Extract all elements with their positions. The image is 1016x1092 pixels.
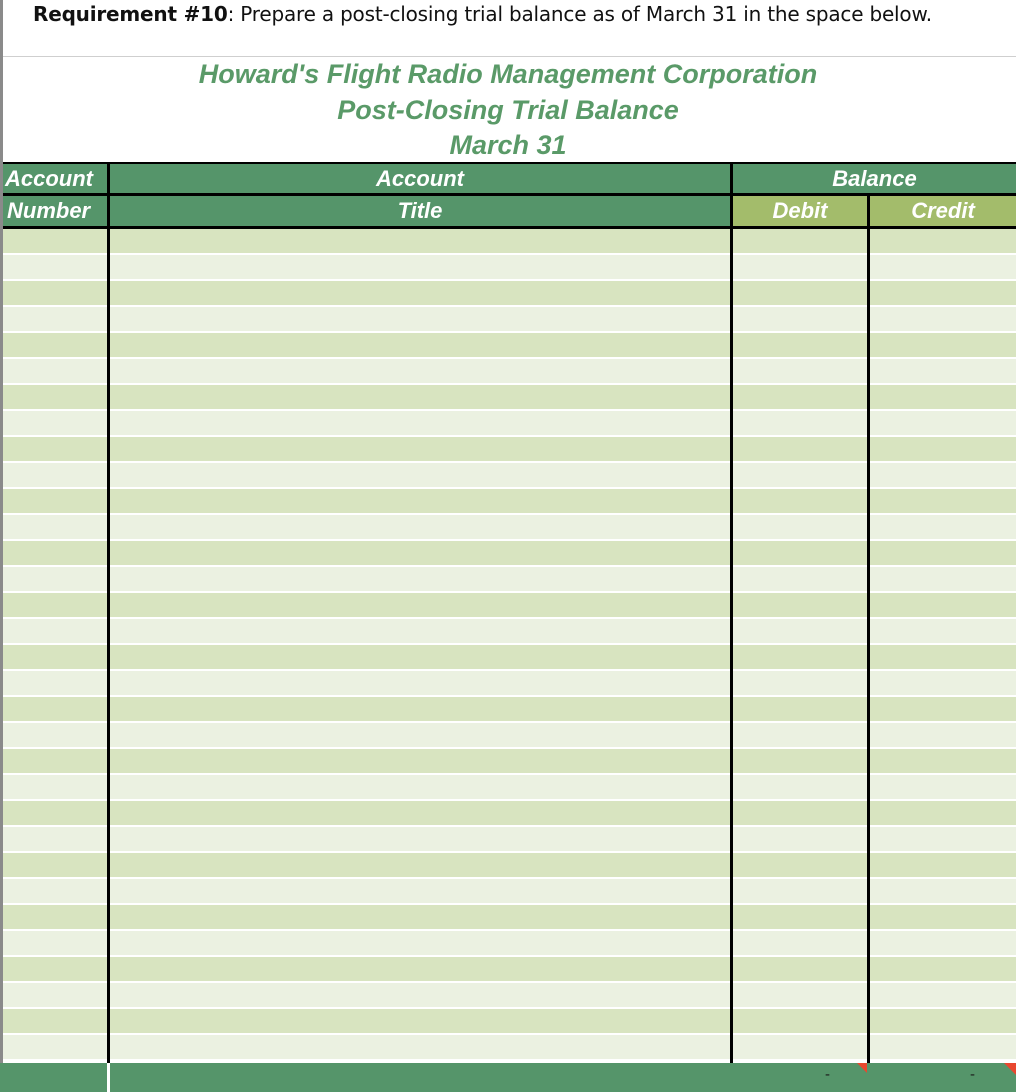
credit-cell[interactable] [870,333,1016,357]
credit-cell[interactable] [870,437,1016,461]
credit-cell[interactable] [870,619,1016,643]
debit-cell[interactable] [733,879,867,903]
total-credit: - [970,1066,975,1083]
debit-cell[interactable] [733,437,867,461]
account-title-cell[interactable] [110,307,730,331]
table-row [3,541,1016,567]
account-title-cell[interactable] [110,671,730,695]
debit-cell[interactable] [733,593,867,617]
account-title-cell[interactable] [110,593,730,617]
table-row [3,307,1016,333]
debit-cell[interactable] [733,1009,867,1033]
credit-cell[interactable] [870,411,1016,435]
debit-cell[interactable] [733,281,867,305]
account-number-cell[interactable] [3,671,107,695]
account-number-cell[interactable] [3,307,107,331]
debit-cell[interactable] [733,489,867,513]
account-number-cell[interactable] [3,593,107,617]
divider [0,56,1016,57]
credit-cell[interactable] [870,593,1016,617]
debit-cell[interactable] [733,697,867,721]
account-number-cell[interactable] [3,931,107,955]
requirement-label: Requirement #10 [33,2,228,26]
account-title-cell[interactable] [110,567,730,591]
account-number-cell[interactable] [3,957,107,981]
column-line-number [107,162,110,1063]
account-number-cell[interactable] [3,411,107,435]
account-title-cell[interactable] [110,749,730,773]
table-row [3,1035,1016,1061]
account-title-cell[interactable] [110,229,730,253]
debit-cell[interactable] [733,723,867,747]
table-row [3,983,1016,1009]
account-title-cell[interactable] [110,463,730,487]
header-top-border [3,162,1016,164]
account-number-cell[interactable] [3,749,107,773]
account-number-cell[interactable] [3,645,107,669]
column-line-debit [867,196,870,1092]
account-title-cell[interactable] [110,827,730,851]
debit-cell[interactable] [733,749,867,773]
account-title-cell[interactable] [110,255,730,279]
table-row [3,255,1016,281]
debit-cell[interactable] [733,411,867,435]
account-number-cell[interactable] [3,541,107,565]
account-number-cell[interactable] [3,229,107,253]
credit-cell[interactable] [870,229,1016,253]
account-title-cell[interactable] [110,697,730,721]
table-row [3,593,1016,619]
table-row [3,801,1016,827]
table-row [3,645,1016,671]
account-title-cell[interactable] [110,385,730,409]
account-number-cell[interactable] [3,463,107,487]
total-debit: - [825,1066,830,1083]
credit-cell[interactable] [870,1009,1016,1033]
account-title-cell[interactable] [110,333,730,357]
account-number-cell[interactable] [3,905,107,929]
account-number-cell[interactable] [3,515,107,539]
table-row [3,827,1016,853]
header-credit: Credit [870,196,1016,226]
account-title-cell[interactable] [110,411,730,435]
account-number-cell[interactable] [3,723,107,747]
debit-cell[interactable] [733,931,867,955]
account-number-cell[interactable] [3,775,107,799]
credit-cell[interactable] [870,307,1016,331]
debit-cell[interactable] [733,229,867,253]
debit-cell[interactable] [733,255,867,279]
credit-cell[interactable] [870,931,1016,955]
debit-cell[interactable] [733,853,867,877]
header-balance: Balance [733,164,1016,193]
debit-cell[interactable] [733,515,867,539]
column-line-title [730,162,733,1092]
account-title-cell[interactable] [110,723,730,747]
account-title-cell[interactable] [110,1009,730,1033]
requirement-bar [0,0,1016,56]
debit-cell[interactable] [733,463,867,487]
header-mid-border [3,193,1016,196]
account-number-cell[interactable] [3,489,107,513]
debit-cell[interactable] [733,827,867,851]
credit-cell[interactable] [870,749,1016,773]
credit-cell[interactable] [870,515,1016,539]
table-row [3,905,1016,931]
table-row [3,775,1016,801]
table-row [3,281,1016,307]
account-number-cell[interactable] [3,801,107,825]
table-row [3,723,1016,749]
credit-cell[interactable] [870,385,1016,409]
debit-cell[interactable] [733,541,867,565]
credit-cell[interactable] [870,957,1016,981]
account-title-cell[interactable] [110,879,730,903]
credit-cell[interactable] [870,567,1016,591]
requirement-instruction: : Prepare a post-closing trial balance as of March 31 in the space below. [227,2,932,26]
debit-cell[interactable] [733,671,867,695]
debit-cell[interactable] [733,1035,867,1059]
requirement-text [33,2,932,26]
table-row [3,619,1016,645]
account-number-cell[interactable] [3,359,107,383]
table-row [3,567,1016,593]
account-number-cell[interactable] [3,697,107,721]
header-debit: Debit [733,196,867,226]
debit-cell[interactable] [733,619,867,643]
credit-cell[interactable] [870,1035,1016,1059]
account-number-cell[interactable] [3,827,107,851]
credit-cell[interactable] [870,983,1016,1007]
account-number-cell[interactable] [3,1009,107,1033]
credit-cell[interactable] [870,463,1016,487]
table-row [3,463,1016,489]
account-number-cell[interactable] [3,1035,107,1059]
account-number-cell[interactable] [3,281,107,305]
credit-cell[interactable] [870,281,1016,305]
credit-cell[interactable] [870,723,1016,747]
account-number-cell[interactable] [3,853,107,877]
table-row [3,515,1016,541]
debit-cell[interactable] [733,359,867,383]
credit-cell[interactable] [870,489,1016,513]
credit-cell[interactable] [870,541,1016,565]
debit-cell[interactable] [733,645,867,669]
credit-cell[interactable] [870,645,1016,669]
debit-cell[interactable] [733,957,867,981]
account-title-cell[interactable] [110,957,730,981]
account-title-cell[interactable] [110,775,730,799]
account-number-cell[interactable] [3,333,107,357]
account-title-cell[interactable] [110,619,730,643]
table-row [3,333,1016,359]
table-row [3,697,1016,723]
credit-cell[interactable] [870,359,1016,383]
account-title-cell[interactable] [110,905,730,929]
account-number-cell[interactable] [3,879,107,903]
company-name: Howard's Flight Radio Management Corporation [198,59,818,89]
credit-cell[interactable] [870,671,1016,695]
credit-cell[interactable] [870,255,1016,279]
credit-cell[interactable] [870,801,1016,825]
table-row [3,931,1016,957]
credit-cell[interactable] [870,905,1016,929]
account-title-cell[interactable] [110,515,730,539]
header-account-number-top: Account [3,164,107,193]
error-indicator-credit-icon [1004,1063,1016,1075]
account-number-cell[interactable] [3,567,107,591]
table-row [3,749,1016,775]
report-date: March 31 [449,130,567,160]
debit-cell[interactable] [733,775,867,799]
account-title-cell[interactable] [110,931,730,955]
table-row [3,1009,1016,1035]
table-row [3,879,1016,905]
table-row [3,411,1016,437]
table-row [3,359,1016,385]
account-number-cell[interactable] [3,437,107,461]
account-title-cell[interactable] [110,489,730,513]
account-number-cell[interactable] [3,983,107,1007]
account-title-cell[interactable] [110,1035,730,1059]
header-account-title-top: Account [110,164,730,193]
header-account-title-bottom: Title [110,196,730,226]
account-title-cell[interactable] [110,645,730,669]
account-number-cell[interactable] [3,255,107,279]
debit-cell[interactable] [733,385,867,409]
header-account-number-bottom: Number [3,196,107,226]
account-number-cell[interactable] [3,385,107,409]
debit-cell[interactable] [733,567,867,591]
account-title-cell[interactable] [110,801,730,825]
account-title-cell[interactable] [110,541,730,565]
table-row [3,385,1016,411]
table-row [3,957,1016,983]
debit-cell[interactable] [733,905,867,929]
account-title-cell[interactable] [110,281,730,305]
table-row [3,489,1016,515]
row-separator [3,1059,1016,1061]
debit-cell[interactable] [733,801,867,825]
credit-cell[interactable] [870,879,1016,903]
debit-cell[interactable] [733,983,867,1007]
account-title-cell[interactable] [110,853,730,877]
account-title-cell[interactable] [110,359,730,383]
totals-divider-number [107,1063,110,1092]
table-row [3,853,1016,879]
credit-cell[interactable] [870,827,1016,851]
table-row [3,437,1016,463]
table-row [3,229,1016,255]
debit-cell[interactable] [733,307,867,331]
account-title-cell[interactable] [110,437,730,461]
error-indicator-debit-icon [857,1063,867,1073]
credit-cell[interactable] [870,775,1016,799]
account-title-cell[interactable] [110,983,730,1007]
debit-cell[interactable] [733,333,867,357]
account-number-cell[interactable] [3,619,107,643]
left-table-border [0,162,3,1092]
table-row [3,671,1016,697]
report-title: Post-Closing Trial Balance [337,95,679,125]
credit-cell[interactable] [870,853,1016,877]
credit-cell[interactable] [870,697,1016,721]
